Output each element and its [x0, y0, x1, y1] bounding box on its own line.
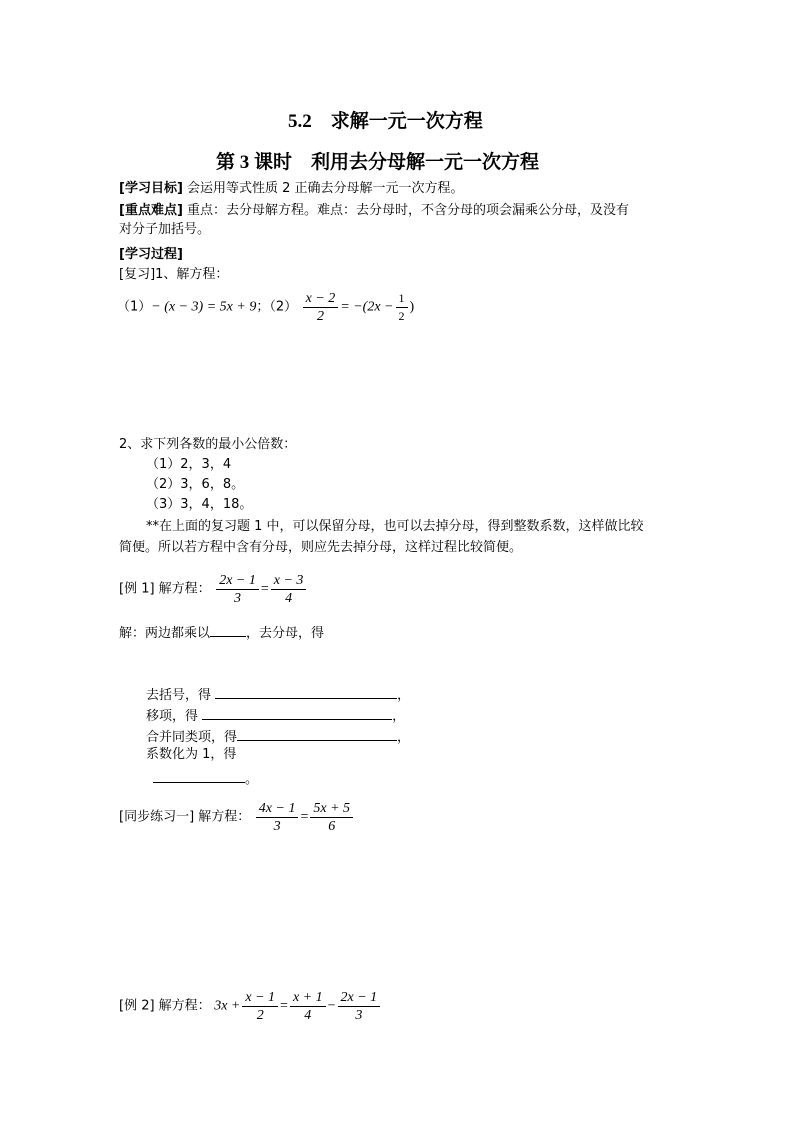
example1-label: [例 1] 解方程： — [119, 581, 211, 597]
page-title: 5.2 求解一元一次方程 — [288, 111, 483, 132]
step-coefficient: 系数化为 1，得 — [146, 747, 237, 762]
step-combine-blank[interactable] — [237, 726, 397, 741]
eq2-numerator: x − 2 — [303, 290, 339, 308]
objective-text: 会运用等式性质 2 正确去分母解一元一次方程。 — [182, 181, 464, 196]
note-line1: **在上面的复习题 1 中，可以保留分母，也可以去掉分母，得到整数系数，这样做比较 — [146, 519, 644, 534]
step-transpose-blank[interactable] — [202, 705, 392, 720]
result-period: 。 — [245, 772, 259, 787]
keypoints-label: [重点难点] — [119, 203, 183, 218]
eq2-half-den: 2 — [398, 309, 405, 323]
example2-f1 — [242, 989, 278, 1024]
step-combine-comma: ， — [397, 730, 411, 745]
practice1-label: [同步练习一] 解方程： — [119, 809, 251, 825]
example2-f3-num: 2x − 1 — [338, 989, 381, 1007]
step-expand-comma: ， — [397, 688, 411, 703]
example1-rhs — [271, 572, 307, 607]
example2-f1-den: 2 — [256, 1008, 264, 1023]
example2 — [119, 989, 382, 1024]
solution-line1 — [119, 622, 324, 643]
example1-lhs-num: 2x − 1 — [216, 572, 259, 590]
eq-separator: ；（2） — [256, 299, 298, 315]
lesson-subtitle: 第 3 课时 利用去分母解一元一次方程 — [216, 152, 540, 173]
example2-f2 — [290, 989, 326, 1024]
eq2-half-num: 1 — [396, 290, 408, 308]
step-transpose-label: 移项，得 — [146, 709, 203, 724]
keypoints-line1 — [119, 202, 629, 220]
result-blank[interactable] — [153, 768, 245, 783]
example1-lhs-den: 3 — [234, 591, 242, 606]
lcm-item-1: （1）2，3，4 — [146, 457, 232, 472]
example2-f1-num: x − 1 — [242, 989, 278, 1007]
note-line2: 简便。所以若方程中含有分母，则应先去掉分母，这样过程比较简便。 — [119, 540, 523, 555]
example2-f3 — [338, 989, 381, 1024]
lcm-item-3: （3）3，4，18。 — [146, 497, 253, 512]
example1-rhs-den: 4 — [285, 591, 293, 606]
solution-line1a: 解：两边都乘以 — [119, 626, 211, 641]
practice1-rhs-den: 6 — [328, 819, 336, 834]
eq2-mid: = −(2x − — [340, 299, 394, 315]
process-label: [学习过程] — [119, 247, 183, 262]
example1-lhs — [216, 572, 259, 607]
example1 — [119, 572, 308, 607]
practice1 — [119, 800, 355, 835]
multiplier-blank[interactable] — [210, 622, 246, 637]
example2-label: [例 2] 解方程： — [119, 998, 211, 1014]
step-expand-blank[interactable] — [215, 684, 397, 699]
objective-label: [学习目标] — [119, 181, 183, 196]
practice1-lhs — [256, 800, 299, 835]
lcm-item-2: （2）3，6，8。 — [146, 477, 245, 492]
solution-line1b: ，去分母，得 — [246, 626, 325, 641]
example2-eq: = — [280, 998, 288, 1014]
review-intro: [复习]1、解方程： — [119, 267, 229, 282]
lcm-intro: 2、求下列各数的最小公倍数： — [119, 437, 297, 452]
example1-rhs-num: x − 3 — [271, 572, 307, 590]
step-transpose-comma: ， — [392, 709, 406, 724]
eq1: − (x − 3) = 5x + 9 — [151, 299, 257, 315]
practice1-lhs-den: 3 — [273, 819, 281, 834]
step-combine — [146, 726, 410, 747]
keypoints-line2: 对分子加括号。 — [119, 222, 211, 237]
practice1-lhs-num: 4x − 1 — [256, 800, 299, 818]
step-result — [153, 768, 258, 789]
example2-f3-den: 3 — [355, 1008, 363, 1023]
eq1-prefix: （1） — [117, 299, 152, 315]
objective-line — [119, 180, 464, 198]
eq2-end: ) — [409, 299, 415, 315]
step-combine-label: 合并同类项，得 — [146, 730, 238, 745]
eq2-fraction — [303, 290, 339, 325]
example2-f2-num: x + 1 — [290, 989, 326, 1007]
review-equations — [117, 290, 414, 325]
step-expand — [146, 684, 410, 705]
eq2-half — [396, 290, 408, 325]
eq2-denominator: 2 — [316, 309, 324, 324]
practice1-rhs — [310, 800, 353, 835]
keypoints-text1: 重点：去分母解方程。难点：去分母时，不含分母的项会漏乘公分母，及没有 — [182, 203, 630, 218]
practice1-rhs-num: 5x + 5 — [310, 800, 353, 818]
step-expand-label: 去括号，得 — [146, 688, 216, 703]
example2-minus: − — [327, 998, 336, 1014]
step-transpose — [146, 705, 405, 726]
practice1-eq: = — [300, 809, 309, 825]
example2-f2-den: 4 — [304, 1008, 312, 1023]
example2-lead: 3x + — [214, 998, 241, 1014]
example1-eq: = — [260, 581, 269, 597]
